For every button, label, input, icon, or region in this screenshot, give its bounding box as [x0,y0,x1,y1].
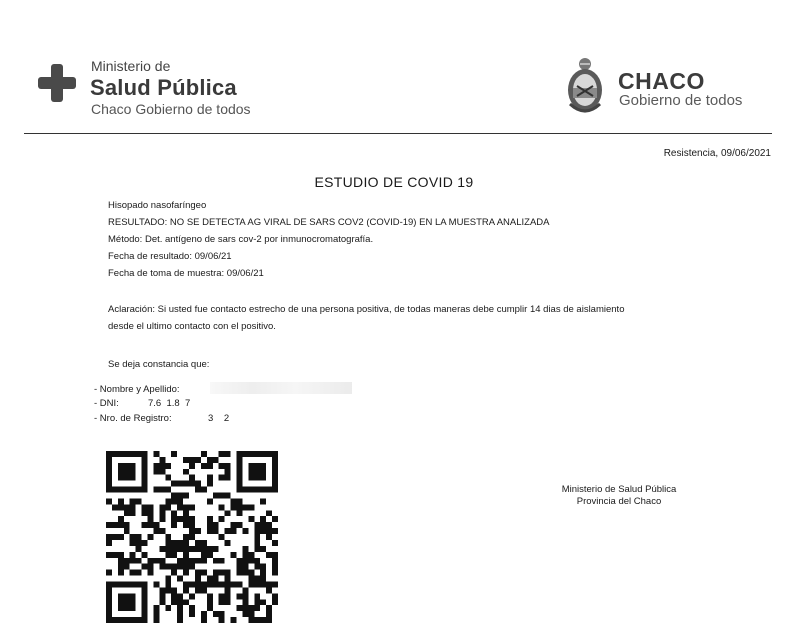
signature-line1: Ministerio de Salud Pública [561,484,677,495]
province-title: CHACO [618,68,705,94]
note-line1: Aclaración: Si usted fue contacto estrecho de una persona positiva, de todas maneras debe cumplir 14 dias de aislamiento [108,304,625,315]
redacted-name [210,382,352,394]
name-label: - Nombre y Apellido: [94,384,180,395]
signature-block [540,484,698,508]
dni-value: 7.6 1.8 7 [148,398,191,409]
sample-date: Fecha de toma de muestra: 09/06/21 [108,268,264,279]
dni-label: - DNI: [94,398,119,409]
signature-line2: Provincia del Chaco [576,496,662,507]
note-line2: desde el ultimo contacto con el positivo. [108,321,276,332]
ministry-label-line2: Salud Pública [90,75,237,100]
health-cross-icon [38,64,76,102]
registry-label: - Nro. de Registro: [94,413,172,424]
registry-value: 3 2 [208,413,230,424]
qr-code [106,451,278,623]
document-title: ESTUDIO DE COVID 19 [314,174,474,190]
name-field [94,384,180,395]
result-line: RESULTADO: NO SE DETECTA AG VIRAL DE SARS COV2 (COVID-19) EN LA MUESTRA ANALIZADA [108,217,550,228]
dni-field [94,398,191,409]
result-date: Fecha de resultado: 09/06/21 [108,251,232,262]
method-line: Método: Det. antígeno de sars cov-2 por inmunocromatografía. [108,234,374,245]
province-subtitle: Gobierno de todos [619,92,743,109]
ministry-label-line3: Chaco Gobierno de todos [91,101,251,117]
header-divider [24,133,772,134]
chaco-seal-icon [564,56,606,118]
sample-type: Hisopado nasofaríngeo [108,200,207,211]
place-date: Resistencia, 09/06/2021 [663,148,771,159]
registry-field [94,413,230,424]
constancia-label: Se deja constancia que: [108,359,210,370]
ministry-label-line1: Ministerio de [91,58,171,74]
